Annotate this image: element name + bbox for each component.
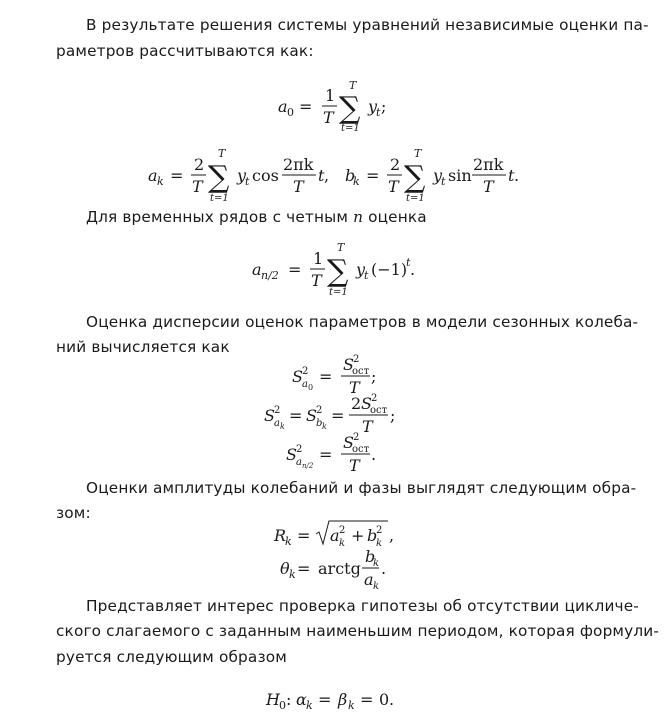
svg-text:=: =	[318, 690, 332, 709]
svg-text:S: S	[361, 394, 372, 413]
svg-text:;: ;	[381, 97, 387, 116]
svg-text:t: t	[318, 166, 325, 185]
svg-text:ост: ост	[370, 405, 388, 416]
svg-text:sin: sin	[448, 166, 472, 185]
svg-text:S: S	[343, 433, 354, 452]
svg-text:a: a	[296, 457, 302, 468]
svg-text:.: .	[514, 166, 520, 185]
formula-amplitude-phase	[266, 515, 416, 599]
formula-variance	[256, 350, 426, 476]
svg-text:;: ;	[371, 367, 377, 386]
paragraph-2-tail: оценка	[368, 208, 427, 226]
paragraph-2-text: Для временных рядов с четным	[86, 208, 349, 226]
svg-text:a: a	[252, 260, 262, 279]
svg-text:,: ,	[324, 166, 330, 185]
svg-text:k: k	[353, 175, 360, 188]
svg-text:2: 2	[194, 155, 205, 174]
svg-text:β: β	[338, 690, 348, 709]
svg-text:2: 2	[339, 525, 346, 536]
svg-text:=: =	[319, 445, 333, 464]
svg-text:=: =	[288, 260, 302, 279]
svg-text:2: 2	[376, 525, 383, 536]
svg-text:=: =	[360, 690, 374, 709]
formula-a0	[270, 75, 430, 141]
svg-text:t: t	[364, 269, 369, 282]
svg-text:a: a	[148, 166, 158, 185]
svg-text:T: T	[218, 147, 226, 160]
svg-text:T: T	[388, 177, 399, 196]
svg-text:,: ,	[389, 526, 395, 545]
svg-text:.: .	[410, 260, 416, 279]
svg-text:t=1: t=1	[210, 193, 229, 204]
paragraph-4-line-2: зом:	[56, 504, 91, 522]
svg-text:T: T	[323, 108, 334, 127]
svg-text:n/2: n/2	[261, 269, 279, 282]
svg-text:2: 2	[296, 444, 303, 455]
svg-text:y: y	[237, 166, 247, 185]
svg-text:2πk: 2πk	[283, 155, 314, 174]
svg-text:(−1): (−1)	[371, 260, 408, 279]
svg-text:∑: ∑	[339, 91, 361, 126]
formula-ak-bk	[140, 142, 540, 212]
svg-text:t: t	[441, 175, 446, 188]
svg-text:=: =	[289, 406, 303, 425]
svg-text:0: 0	[279, 699, 286, 712]
svg-text:R: R	[274, 526, 287, 545]
svg-text:T: T	[293, 177, 304, 196]
svg-text:2: 2	[351, 394, 362, 413]
svg-text:∑: ∑	[208, 160, 230, 195]
svg-text:a: a	[278, 97, 288, 116]
svg-text:∑: ∑	[327, 254, 349, 289]
svg-text:b: b	[316, 418, 323, 429]
svg-text:t: t	[376, 106, 381, 119]
svg-text:a: a	[330, 526, 340, 545]
svg-text:T: T	[311, 271, 322, 290]
svg-text:b: b	[365, 547, 376, 566]
svg-text:;: ;	[390, 406, 396, 425]
svg-text:2: 2	[390, 155, 401, 174]
svg-text:+: +	[351, 526, 365, 545]
svg-text:S: S	[286, 445, 297, 464]
svg-text:k: k	[285, 535, 292, 548]
svg-text:ост: ост	[352, 366, 370, 377]
svg-text:=: =	[366, 166, 380, 185]
svg-text:t=1: t=1	[406, 193, 425, 204]
svg-text:ост: ост	[352, 444, 370, 455]
svg-text:a: a	[302, 379, 308, 390]
svg-text:T: T	[337, 241, 345, 254]
svg-text:2: 2	[353, 354, 360, 365]
svg-text:0: 0	[287, 106, 294, 119]
svg-text:T: T	[483, 177, 494, 196]
svg-text::: :	[286, 690, 292, 709]
svg-text:y: y	[368, 97, 378, 116]
svg-text:a: a	[364, 570, 374, 589]
svg-text:1: 1	[325, 86, 336, 105]
svg-text:k: k	[339, 538, 346, 549]
svg-text:t: t	[245, 175, 250, 188]
paragraph-5-line-3: руется следующим образом	[56, 648, 287, 666]
svg-text:.: .	[381, 559, 387, 578]
svg-text:k: k	[157, 175, 164, 188]
svg-text:k: k	[376, 538, 383, 549]
svg-text:b: b	[367, 526, 378, 545]
svg-text:b: b	[345, 166, 356, 185]
svg-text:k: k	[373, 558, 380, 569]
svg-text:T: T	[349, 378, 360, 397]
paragraph-3-line-2: ний вычисляется как	[56, 338, 230, 356]
paragraph-5-line-2: ского слагаемого с заданным наименьшим периодом, которая формули-	[56, 622, 660, 640]
formula-an2	[244, 236, 434, 306]
svg-text:k: k	[306, 699, 313, 712]
svg-text:cos: cos	[252, 166, 279, 185]
svg-text:t=1: t=1	[329, 287, 348, 298]
svg-text:.: .	[371, 445, 377, 464]
svg-text:y: y	[433, 166, 443, 185]
svg-text:H: H	[266, 690, 280, 709]
svg-text:∑: ∑	[404, 160, 426, 195]
svg-text:α: α	[296, 690, 307, 709]
svg-text:S: S	[306, 406, 317, 425]
svg-text:t: t	[406, 256, 411, 269]
paragraph-2	[86, 207, 427, 227]
paragraph-5-line-1: Представляет интерес проверка гипотезы об отсутствии цикличе-	[86, 597, 639, 615]
svg-text:2: 2	[371, 393, 378, 404]
svg-text:=: =	[297, 559, 311, 578]
svg-text:y: y	[356, 260, 366, 279]
svg-text:1: 1	[313, 249, 324, 268]
svg-text:k: k	[348, 699, 355, 712]
svg-text:2πk: 2πk	[473, 155, 504, 174]
svg-text:k: k	[280, 422, 285, 431]
paragraph-1-line-2: раметров рассчитываются как:	[56, 42, 314, 60]
svg-text:T: T	[192, 177, 203, 196]
svg-text:k: k	[322, 422, 327, 431]
svg-text:t: t	[508, 166, 515, 185]
svg-text:T: T	[362, 417, 373, 436]
svg-text:T: T	[414, 147, 422, 160]
svg-text:k: k	[373, 581, 380, 592]
svg-text:2: 2	[353, 432, 360, 443]
svg-text:2: 2	[316, 405, 323, 416]
svg-text:a: a	[274, 418, 280, 429]
paragraph-2-variable: n	[353, 208, 364, 226]
svg-text:arctg: arctg	[318, 559, 361, 578]
svg-text:θ: θ	[280, 559, 290, 578]
svg-text:2: 2	[274, 405, 281, 416]
svg-text:S: S	[292, 367, 303, 386]
paragraph-4-line-1: Оценки амплитуды колебаний и фазы выглядят следующим обра-	[86, 479, 637, 497]
svg-text:S: S	[264, 406, 275, 425]
paragraph-1-line-1: В результате решения системы уравнений независимые оценки па-	[86, 16, 649, 34]
svg-text:=: =	[299, 97, 313, 116]
svg-text:.: .	[389, 690, 395, 709]
svg-text:n/2: n/2	[302, 462, 314, 470]
svg-text:0: 0	[308, 383, 314, 392]
svg-text:2: 2	[302, 366, 309, 377]
svg-text:T: T	[349, 456, 360, 472]
svg-text:k: k	[289, 568, 296, 581]
svg-text:T: T	[349, 79, 357, 92]
formula-hypothesis	[262, 684, 422, 718]
svg-text:t=1: t=1	[341, 123, 360, 134]
svg-text:0: 0	[379, 690, 390, 709]
svg-text:=: =	[319, 367, 333, 386]
paragraph-3-line-1: Оценка дисперсии оценок параметров в модели сезонных колеба-	[86, 313, 639, 331]
svg-text:=: =	[331, 406, 345, 425]
svg-text:=: =	[297, 526, 311, 545]
svg-text:=: =	[170, 166, 184, 185]
svg-text:S: S	[343, 355, 354, 374]
